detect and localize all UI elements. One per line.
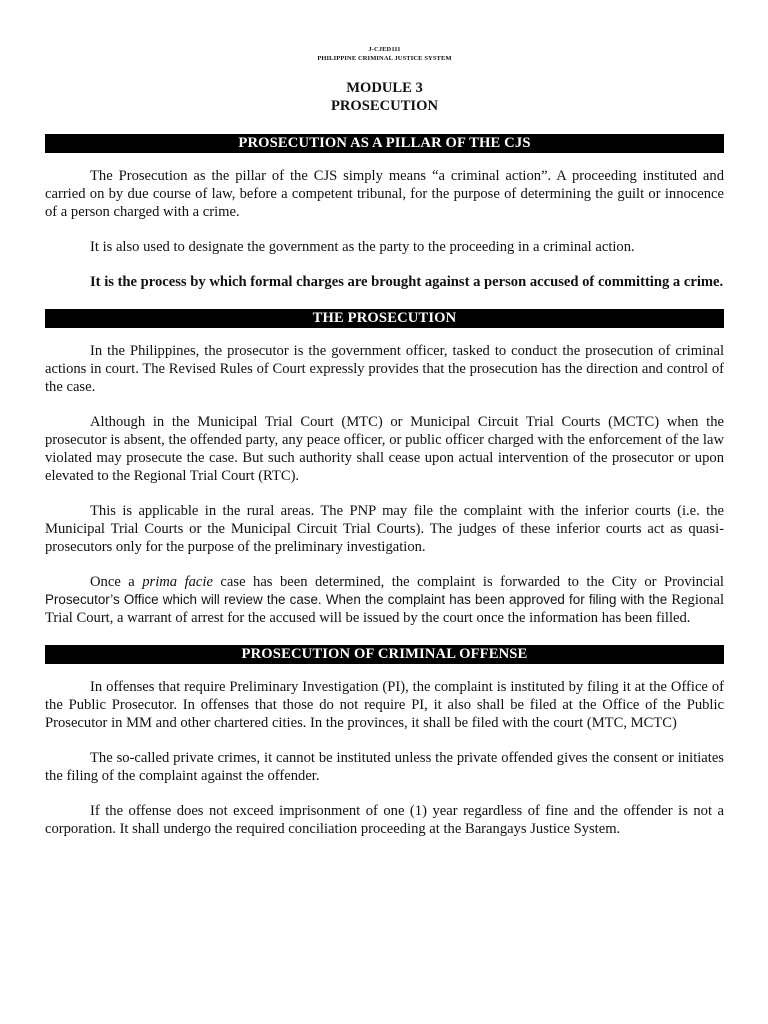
section-heading-the-prosecution: THE PROSECUTION [45, 309, 724, 328]
course-code: J-CJED111 [368, 46, 401, 53]
course-title: PHILIPPINE CRIMINAL JUSTICE SYSTEM [317, 54, 452, 62]
section-heading-criminal-offense: PROSECUTION OF CRIMINAL OFFENSE [45, 645, 724, 664]
text-run: Once a [90, 574, 143, 590]
running-header [45, 46, 724, 63]
paragraph: The so-called private crimes, it cannot be instituted unless the private offended gives the consent or initiates the filing of the complaint against the offender. [45, 750, 724, 784]
text-run-sans: Prosecutor’s Office which will review the case. When the complaint has been approved for filing with the [45, 592, 668, 607]
italic-term: prima facie [142, 574, 213, 590]
text-run: case has been determined, the complaint is forwarded to the City or Provincial [212, 574, 724, 590]
paragraph: Although in the Municipal Trial Court (MTC) or Municipal Circuit Trial Courts (MCTC) when the prosecutor is absent, the offended party, any peace officer, or public officer charged with the enforcement of the law violated may prosecute the case. But such authority shall cease upon actual intervention of the prosecutor or upon elevated to the Regional Trial Court (RTC). [45, 414, 724, 484]
module-number: MODULE 3 [346, 80, 423, 96]
paragraph: If the offense does not exceed imprisonment of one (1) year regardless of fine and the offender is not a corporation. It shall undergo the required conciliation proceeding at the Barangays Justice System. [45, 803, 724, 837]
paragraph: In the Philippines, the prosecutor is the government officer, tasked to conduct the prosecution of criminal actions in court. The Revised Rules of Court expressly provides that the prosecution has the direction and control of the case. [45, 343, 724, 395]
module-heading [45, 79, 724, 115]
paragraph-prima-facie [45, 573, 724, 627]
section-heading-pillar: PROSECUTION AS A PILLAR OF THE CJS [45, 134, 724, 153]
paragraph: In offenses that require Preliminary Investigation (PI), the complaint is instituted by filing it at the Office of the Public Prosecutor. In offenses that those do not require PI, it also shall be filed at the Office of the Public Prosecutor in MM and other chartered cities. In the provinces, it shall be filed with the court (MTC, MCTC) [45, 679, 724, 731]
paragraph: This is applicable in the rural areas. The PNP may file the complaint with the inferior courts (i.e. the Municipal Trial Courts or the Municipal Circuit Trial Courts). The judges of these inferior courts act as quasi-prosecutors only for the purpose of the preliminary investigation. [45, 503, 724, 555]
paragraph: The Prosecution as the pillar of the CJS simply means “a criminal action”. A proceeding instituted and carried on by due course of law, before a competent tribunal, for the purpose of determining the guilt or innocence of a person charged with a crime. [45, 168, 724, 220]
paragraph-emphasis: It is the process by which formal charges are brought against a person accused of committing a crime. [90, 274, 724, 290]
text-run: Regional Trial Court, a warrant of arrest for the accused will be issued by the court once the information has been filled. [45, 592, 725, 626]
paragraph: It is also used to designate the government as the party to the proceeding in a criminal action. [90, 239, 635, 255]
module-title: PROSECUTION [330, 98, 439, 114]
